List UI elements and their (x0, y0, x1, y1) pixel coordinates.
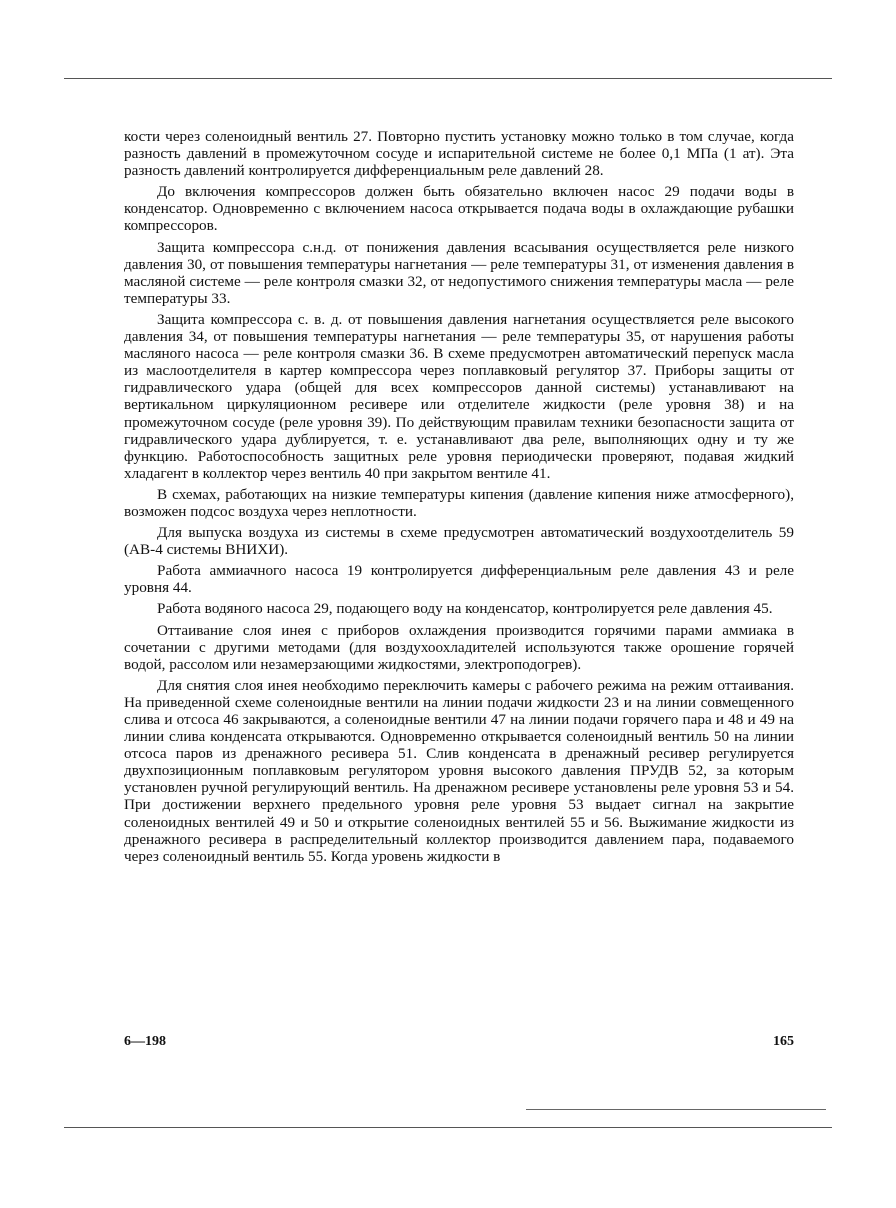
paragraph-9: Оттаивание слоя инея с приборов охлаждения производится горячими парами аммиака в сочетании с другими методами (для воздухоохладителей используются также орошение горячей водой, рассолом или незамерзающими жидкостями, электроподогрев). (124, 621, 794, 673)
paragraph-7: Работа аммиачного насоса 19 контролируется дифференциальным реле давления 43 и реле уровня 44. (124, 562, 794, 597)
paragraph-1: кости через соленоидный вентиль 27. Повторно пустить установку можно только в том случае, когда разность давлений в промежуточном сосуде и испарительной системе не более 0,1 МПа (1 ат). Эта разность давлений контролируется дифференциальным реле давлений 28. (124, 128, 794, 180)
paragraph-3: Защита компрессора с.н.д. от понижения давления всасывания осуществляется реле низкого давления 30, от повышения температуры нагнетания — реле температуры 31, от изменения давления в масляной системе — реле контроля смазки 32, от недопустимого снижения температуры масла — реле температуры 33. (124, 238, 794, 307)
page-number: 165 (773, 1034, 794, 1049)
paragraph-10: Для снятия слоя инея необходимо переключить камеры с рабочего режима на режим оттаивания. На приведенной схеме соленоидные вентили на линии подачи жидкости 23 и на линии совмещенного слива и отсоса 46 закрываются, а соленоидные вентили 47 на линии подачи горячего пара и 48 и 49 на линии слива конденсата открываются. Одновременно открывается соленоидный вентиль 50 на линии отсоса паров из дренажного ресивера 51. Слив конденсата в дренажный ресивер регулируется двухпозиционным поплавковым регулятором уровня высокого давления ПРУДВ 52, за которым установлен ручной регулирующий вентиль. На дренажном ресивере установлены реле уровня 53 и 54. При достижении верхнего предельного уровня реле уровня 53 выдает сигнал на закрытие соленоидных вентилей 49 и 50 и открытие соленоидных вентилей 55 и 56. Выжимание жидкости из дренажного ресивера в распределительный коллектор производится давлением пара, подаваемого через соленоидный вентиль 55. Когда уровень жидкости в (124, 676, 794, 865)
paragraph-4: Защита компрессора с. в. д. от повышения давления нагнетания осуществляется реле высокого давления 34, от повышения температуры нагнетания — реле температуры 35, от нарушения работы масляного насоса — реле контроля смазки 36. В схеме предусмотрен автоматический перепуск масла из маслоотделителя в картер компрессора через поплавковый регулятор 37. Приборы защиты от гидравлического удара (общей для всех компрессоров данной системы) устанавливают на вертикальном циркуляционном ресивере или отделителе жидкости (реле уровня 38) и на промежуточном сосуде (реле уровня 39). По действующим правилам техники безопасности защита от гидравлического удара дублируется, т. е. устанавливают два реле, выполняющих одну и ту же функцию. Работоспособность защитных реле уровня периодически проверяют, подавая жидкий хладагент в коллектор через вентиль 40 при закрытом вентиле 41. (124, 310, 794, 482)
paragraph-8: Работа водяного насоса 29, подающего воду на конденсатор, контролируется реле давления 45. (157, 600, 773, 618)
paragraph-5: В схемах, работающих на низкие температуры кипения (давление кипения ниже атмосферного), возможен подсос воздуха через неплотности. (124, 485, 794, 520)
paragraph-2: До включения компрессоров должен быть обязательно включен насос 29 подачи воды в конденсатор. Одновременно с включением насоса открывается подача воды в охлаждающие рубашки компрессоров. (124, 183, 794, 235)
signature-mark: 6—198 (124, 1034, 166, 1049)
bottom-short-rule (526, 1109, 826, 1110)
paragraph-6: Для выпуска воздуха из системы в схеме предусмотрен автоматический воздухоотделитель 59 (АВ-4 системы ВНИХИ). (124, 524, 794, 559)
bottom-rule (64, 1127, 832, 1128)
top-rule (64, 78, 832, 79)
page-body (124, 128, 794, 869)
